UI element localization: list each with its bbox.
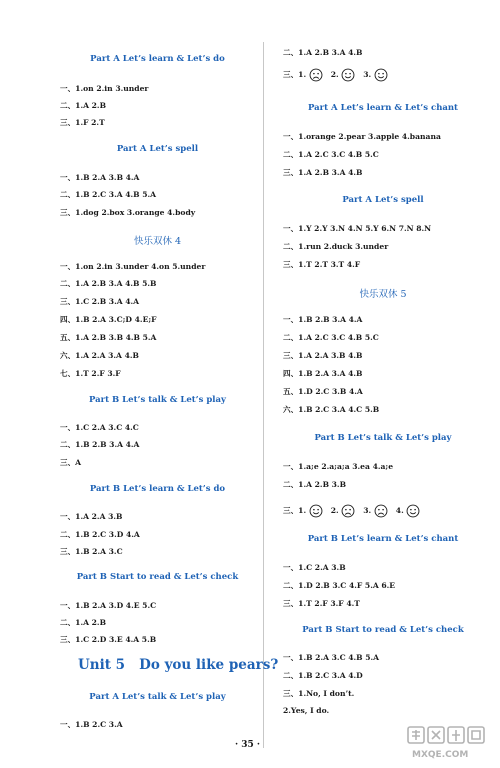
answer-line: 二、1.A 2.B [60, 101, 106, 110]
answer-line: 四、1.B 2.A 3.C;D 4.E;F [60, 315, 157, 324]
answer-line: 三、1.C 2.D 3.E 4.A 5.B [60, 635, 157, 644]
answer-line: 二、1.D 2.B 3.C 4.F 5.A 6.E [283, 581, 396, 590]
section-heading: Part B Start to read & Let’s check [76, 572, 239, 582]
section-heading: Part A Let’s talk & Let’s play [89, 692, 226, 702]
answer-line: 二、1.A 2.C 3.C 4.B 5.C [283, 333, 379, 342]
answer-line: 五、1.D 2.C 3.B 4.A [283, 387, 363, 396]
answer-label: 2. [330, 506, 339, 515]
answer-line: 三、1.A 2.A 3.B 4.B [283, 351, 363, 360]
answer-label: 3. [363, 70, 372, 79]
answer-line: 二、1.B 2.C 3.D 4.A [60, 530, 140, 539]
section-heading: Part A Let’s learn & Let’s do [90, 54, 225, 64]
unit-title [78, 657, 278, 673]
answer-line: 一、1.C 2.A 3.C 4.C [60, 423, 139, 432]
answer-line: 三、1.C 2.B 3.A 4.A [60, 297, 140, 306]
section-heading: Part A Let’s spell [116, 144, 199, 154]
answer-line: 一、1.B 2.C 3.A [60, 720, 123, 729]
answer-line: 二、1.A 2.C 3.C 4.B 5.C [283, 150, 379, 159]
answer-line: 七、1.T 2.F 3.F [60, 369, 121, 378]
answer-line-faces [283, 504, 420, 518]
answer-label: 3. [363, 506, 372, 515]
section-heading: Part B Let’s learn & Let’s do [89, 484, 226, 494]
answer-label: 2. [330, 70, 339, 79]
answer-line: 二、1.B 2.B 3.A 4.A [60, 440, 140, 449]
answer-line: 二、1.A 2.B 3.B [283, 480, 346, 489]
answer-line: 一、1.B 2.B 3.A 4.A [283, 315, 363, 324]
sad-face-icon [341, 504, 355, 518]
answer-line: 六、1.A 2.A 3.A 4.B [60, 351, 139, 360]
happy-face-icon [374, 68, 388, 82]
answer-line: 一、1.Y 2.Y 3.N 4.N 5.Y 6.N 7.N 8.N [283, 224, 432, 233]
answer-line: 2.Yes, I do. [283, 706, 330, 715]
answer-line: 三、1.F 2.T [60, 118, 105, 127]
answer-line: 一、1.B 2.A 3.D 4.E 5.C [60, 601, 157, 610]
sad-face-icon [374, 504, 388, 518]
answer-line: 一、1.on 2.in 3.under [60, 84, 149, 93]
happy-face-icon [406, 504, 420, 518]
answer-line: 二、1.run 2.duck 3.under [283, 242, 389, 251]
answer-line: 三、1.T 2.T 3.T 4.F [283, 260, 361, 269]
answer-line: 四、1.B 2.A 3.A 4.B [283, 369, 363, 378]
watermark-logo-icon [404, 724, 492, 762]
answer-line: 一、1.B 2.A 3.B 4.A [60, 173, 140, 182]
answer-label: 4. [395, 506, 404, 515]
answer-label: 三、1. [283, 70, 307, 79]
answer-line: 二、1.B 2.C 3.A 4.B 5.A [60, 190, 157, 199]
answer-line: 三、A [60, 458, 82, 467]
unit-number: Unit 5 [78, 657, 126, 673]
answer-line: 三、1.B 2.A 3.C [60, 547, 123, 556]
section-heading: Part B Let’s learn & Let’s chant [307, 534, 459, 544]
section-heading: Part B Let’s talk & Let’s play [89, 395, 226, 405]
answer-line: 二、1.A 2.B [60, 618, 106, 627]
section-heading: Part A Let’s learn & Let’s chant [308, 103, 458, 113]
section-heading: Part B Start to read & Let’s check [302, 625, 464, 635]
answer-line: 一、1.A 2.A 3.B [60, 512, 123, 521]
column-divider [263, 42, 264, 748]
answer-label: 三、1. [283, 506, 307, 515]
answer-line: 三、1.T 2.F 3.F 4.T [283, 599, 360, 608]
section-heading: 快乐双休 4 [133, 236, 182, 247]
sad-face-icon [309, 68, 323, 82]
answer-line: 二、1.A 2.B 3.A 4.B [283, 48, 363, 57]
answer-line: 三、1.dog 2.box 3.orange 4.body [60, 208, 196, 217]
answer-line: 一、1.a;e 2.a;a;a 3.ea 4.a;e [283, 462, 394, 471]
svg-text:MXQE.COM: MXQE.COM [412, 750, 469, 760]
happy-face-icon [341, 68, 355, 82]
happy-face-icon [309, 504, 323, 518]
answer-line: 一、1.C 2.A 3.B [283, 563, 346, 572]
answer-line: 六、1.B 2.C 3.A 4.C 5.B [283, 405, 380, 414]
section-heading: 快乐双休 5 [359, 289, 407, 300]
answer-line: 二、1.A 2.B 3.A 4.B 5.B [60, 279, 157, 288]
page-number: · 35 · [235, 740, 261, 750]
answer-line: 一、1.B 2.A 3.C 4.B 5.A [283, 653, 380, 662]
answer-line: 三、1.No, I don’t. [283, 689, 355, 698]
section-heading: Part A Let’s spell [342, 195, 424, 205]
answer-line: 一、1.on 2.in 3.under 4.on 5.under [60, 262, 206, 271]
answer-line: 五、1.A 2.B 3.B 4.B 5.A [60, 333, 157, 342]
answer-line-faces [283, 68, 388, 82]
answer-line: 三、1.A 2.B 3.A 4.B [283, 168, 363, 177]
answer-line: 二、1.B 2.C 3.A 4.D [283, 671, 363, 680]
section-heading: Part B Let’s talk & Let’s play [314, 433, 452, 443]
unit-name: Do you like pears? [139, 657, 279, 673]
answer-line: 一、1.orange 2.pear 3.apple 4.banana [283, 132, 441, 141]
